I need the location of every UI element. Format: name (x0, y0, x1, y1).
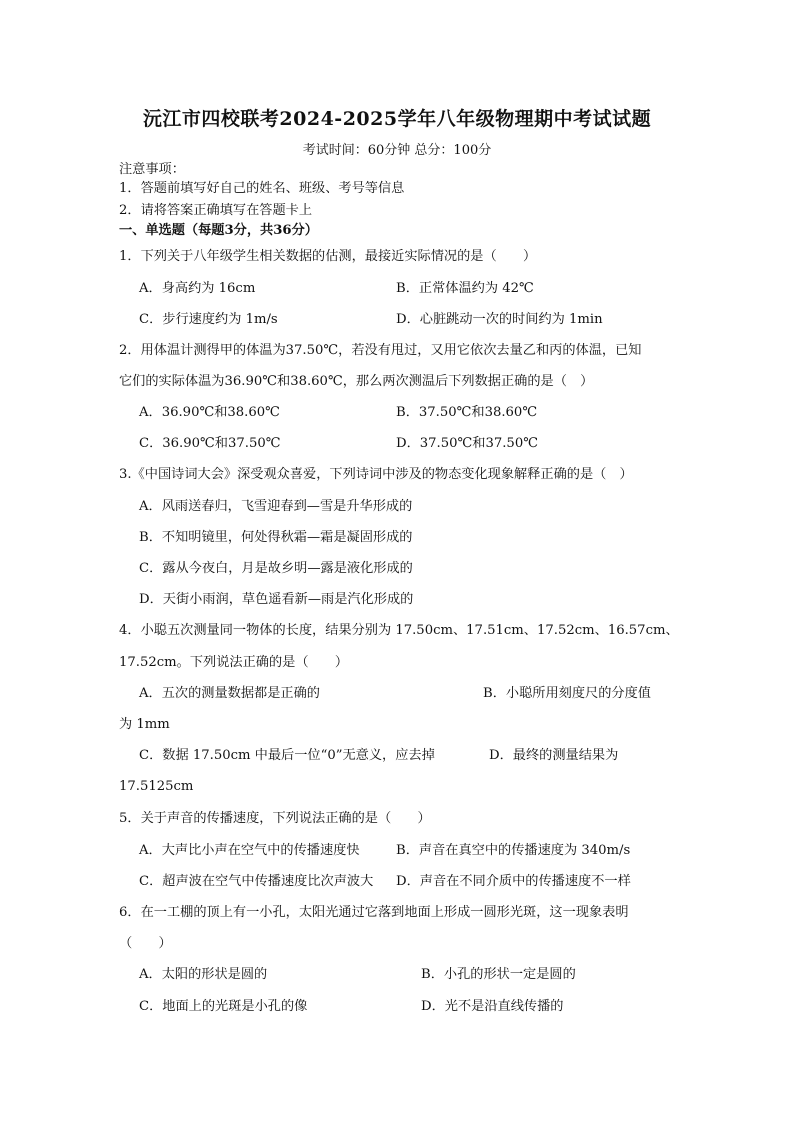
q4-option-d: D．最终的测量结果为 (489, 748, 619, 763)
q4-stem-line-1: 4．小聪五次测量同一物体的长度，结果分别为 17.50cm、17.51cm、17.52cm、16.57cm、 (119, 623, 679, 638)
q5-option-a: A．大声比小声在空气中的传播速度快 (139, 843, 360, 858)
q2-option-d: D．37.50℃和37.50℃ (396, 436, 538, 451)
q5-stem: 5．关于声音的传播速度，下列说法正确的是（ ） (119, 811, 431, 826)
q1-option-b: B．正常体温约为 42℃ (396, 281, 534, 296)
q2-option-c: C．36.90℃和37.50℃ (139, 436, 281, 451)
q5-option-b: B．声音在真空中的传播速度为 340m/s (396, 843, 631, 858)
q6-option-d: D．光不是沿直线传播的 (421, 999, 564, 1014)
q3-stem: 3.《中国诗词大会》深受观众喜爱，下列诗词中涉及的物态变化现象解释正确的是（ ） (119, 467, 633, 482)
q1-option-c: C．步行速度约为 1m/s (139, 312, 278, 327)
q2-stem-line-2: 它们的实际体温为36.90℃和38.60℃，那么两次测温后下列数据正确的是（ ） (119, 374, 594, 389)
q4-option-b-continued: 为 1mm (119, 717, 170, 732)
notes-item-1: 1．答题前填写好自己的姓名、班级、考号等信息 (119, 181, 405, 196)
q1-option-a: A．身高约为 16cm (139, 281, 256, 296)
q2-option-a: A．36.90℃和38.60℃ (139, 405, 280, 420)
section-1-heading: 一、单选题（每题3分，共36分） (119, 223, 318, 238)
notes-item-2: 2．请将答案正确填写在答题卡上 (119, 203, 313, 218)
q4-option-a: A．五次的测量数据都是正确的 (139, 686, 320, 701)
q3-option-a: A．风雨送春归，飞雪迎春到—雪是升华形成的 (139, 499, 413, 514)
q3-option-d: D．天街小雨润，草色遥看新—雨是汽化形成的 (139, 592, 414, 607)
q6-stem-line-2: （ ） (119, 936, 172, 951)
q4-stem-line-2: 17.52cm。下列说法正确的是（ ） (119, 655, 349, 670)
notes-heading: 注意事项： (119, 162, 185, 177)
exam-title: 沅江市四校联考2024-2025学年八年级物理期中考试试题 (142, 108, 652, 130)
q2-option-b: B．37.50℃和38.60℃ (396, 405, 538, 420)
q5-option-c: C．超声波在空气中传播速度比次声波大 (139, 874, 374, 889)
q3-option-c: C．露从今夜白，月是故乡明—露是液化形成的 (139, 561, 413, 576)
q6-stem-line-1: 6．在一工棚的顶上有一小孔，太阳光通过它落到地面上形成一圆形光斑，这一现象表明 (119, 905, 629, 920)
q6-option-b: B．小孔的形状一定是圆的 (421, 967, 576, 982)
q4-option-c: C．数据 17.50cm 中最后一位“0”无意义，应去掉 (139, 748, 435, 763)
q5-option-d: D．声音在不同介质中的传播速度不一样 (396, 874, 631, 889)
q3-option-b: B．不知明镜里，何处得秋霜—霜是凝固形成的 (139, 530, 413, 545)
q1-option-d: D．心脏跳动一次的时间约为 1min (396, 312, 603, 327)
q4-option-b: B．小聪所用刻度尺的分度值 (483, 686, 651, 701)
exam-subtitle: 考试时间：60分钟 总分：100分 (302, 143, 492, 158)
q4-option-d-continued: 17.5125cm (119, 779, 194, 794)
q1-stem: 1．下列关于八年级学生相关数据的估测，最接近实际情况的是（ ） (119, 249, 537, 264)
q6-option-c: C．地面上的光斑是小孔的像 (139, 999, 308, 1014)
q2-stem-line-1: 2．用体温计测得甲的体温为37.50℃，若没有甩过，又用它依次去量乙和丙的体温，已知 (119, 343, 642, 358)
q6-option-a: A．太阳的形状是圆的 (139, 967, 268, 982)
